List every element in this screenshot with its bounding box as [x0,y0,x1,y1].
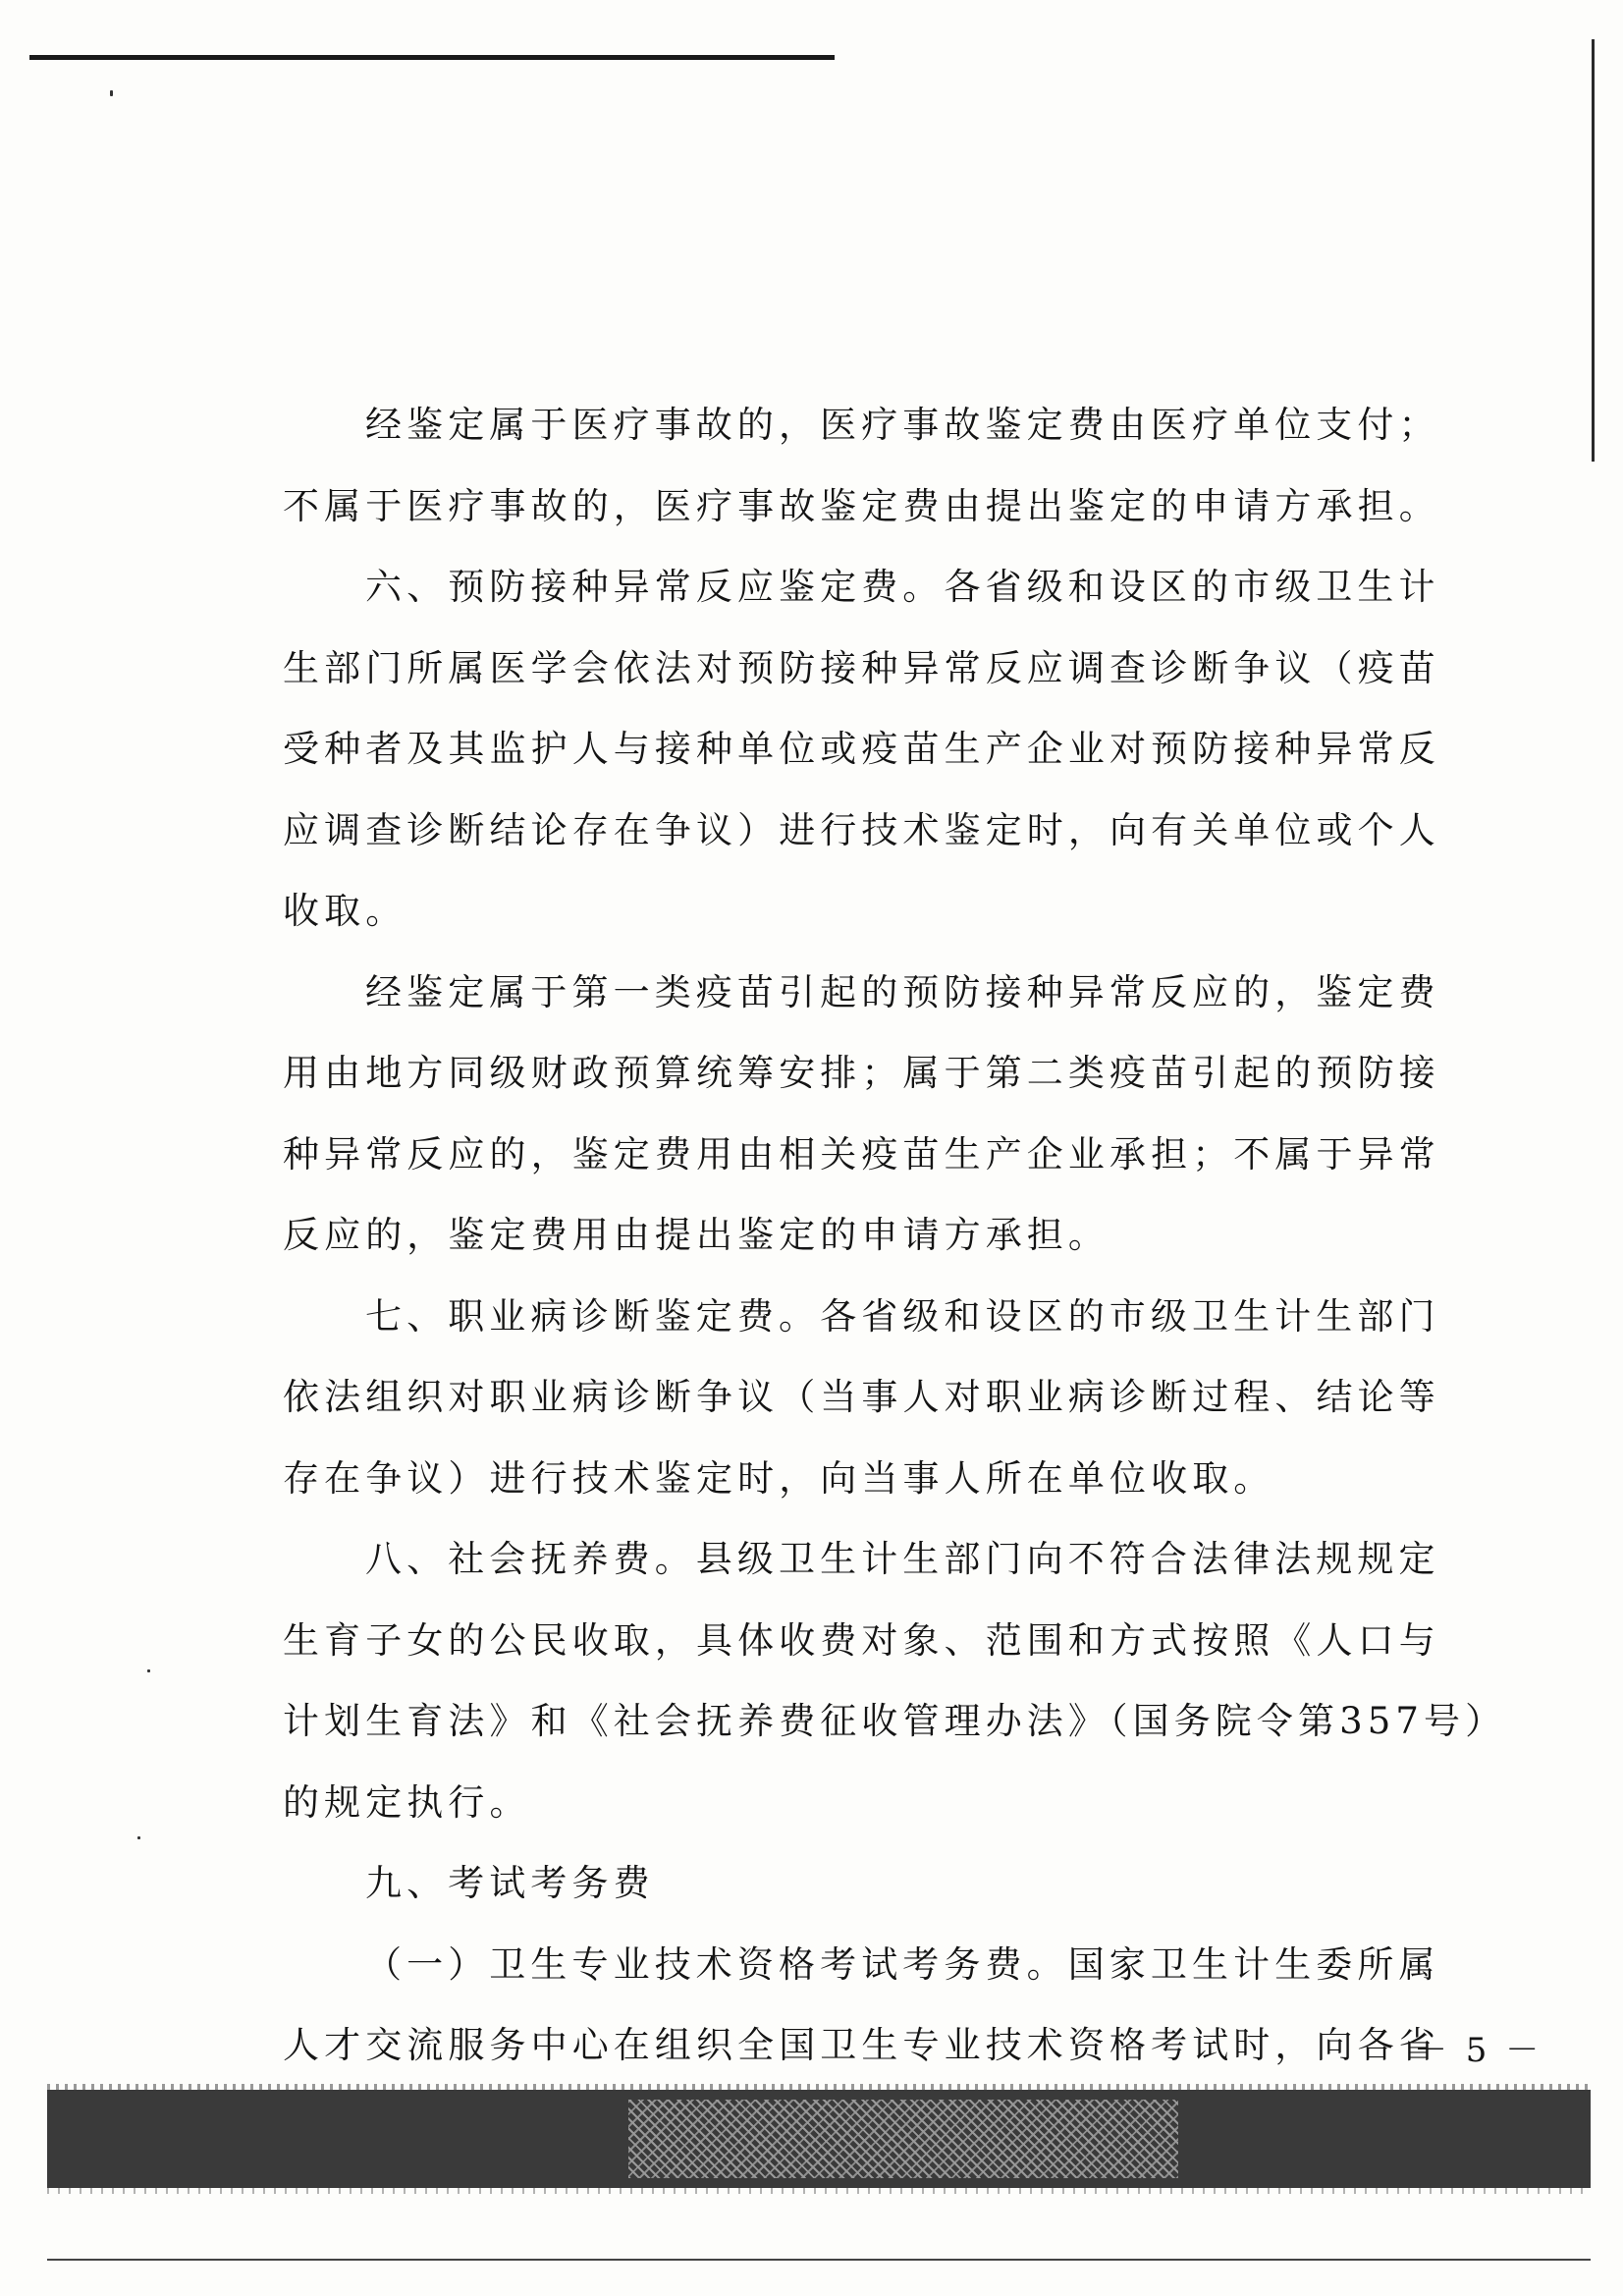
scan-speck [110,90,113,96]
text-line: 的规定执行。 [283,1780,531,1824]
text-line: 八、社会抚养费。县级卫生计生部门向不符合法律法规规定 [365,1538,1440,1580]
text-line: 存在争议）进行技术鉴定时，向当事人所在单位收取。 [283,1456,1275,1500]
scan-speck [147,1669,150,1672]
text-line: 用由地方同级财政预算统筹安排；属于第二类疫苗引起的预防接 [283,1052,1440,1094]
scan-artifact-noise [47,2188,1591,2194]
text-line: 计划生育法》和《社会抚养费征收管理办法》（国务院令第357号） [283,1700,1507,1742]
text-line: 种异常反应的，鉴定费用由相关疫苗生产企业承担；不属于异常 [283,1132,1440,1175]
scan-artifact-top-line [29,55,835,60]
text-line: 经鉴定属于第一类疫苗引起的预防接种异常反应的，鉴定费 [365,970,1440,1013]
text-line: 九、考试考务费 [365,1862,655,1904]
text-line: 收取。 [283,890,407,932]
text-line: 生育子女的公民收取，具体收费对象、范围和方式按照《人口与 [283,1618,1440,1662]
text-line: 经鉴定属于医疗事故的，医疗事故鉴定费由医疗单位支付； [365,404,1440,446]
text-line: （一）卫生专业技术资格考试考务费。国家卫生计生委所属 [365,1942,1440,1986]
text-line: 应调查诊断结论存在争议）进行技术鉴定时，向有关单位或个人 [283,808,1440,851]
text-line: 生部门所属医学会依法对预防接种异常反应调查诊断争议（疫苗 [283,646,1440,689]
text-line: 受种者及其监护人与接种单位或疫苗生产企业对预防接种异常反 [283,728,1440,770]
text-line: 反应的，鉴定费用由提出鉴定的申请方承担。 [283,1214,1109,1256]
text-line: 六、预防接种异常反应鉴定费。各省级和设区的市级卫生计 [365,566,1440,608]
scan-speck [137,1836,140,1839]
document-body [283,385,1507,2167]
scan-artifact-bottom-line [47,2259,1591,2261]
text-line: 七、职业病诊断鉴定费。各省级和设区的市级卫生计生部门 [365,1294,1440,1338]
scan-artifact-right-line [1592,39,1595,462]
text-line: 依法组织对职业病诊断争议（当事人对职业病诊断过程、结论等 [283,1376,1440,1418]
text-line: 人才交流服务中心在组织全国卫生专业技术资格考试时，向各省 [283,2024,1440,2066]
text-line: 不属于医疗事故的，医疗事故鉴定费由提出鉴定的申请方承担。 [283,484,1440,527]
page-number: － 5 － [1414,2031,1543,2070]
scan-artifact-speckle [628,2100,1178,2178]
